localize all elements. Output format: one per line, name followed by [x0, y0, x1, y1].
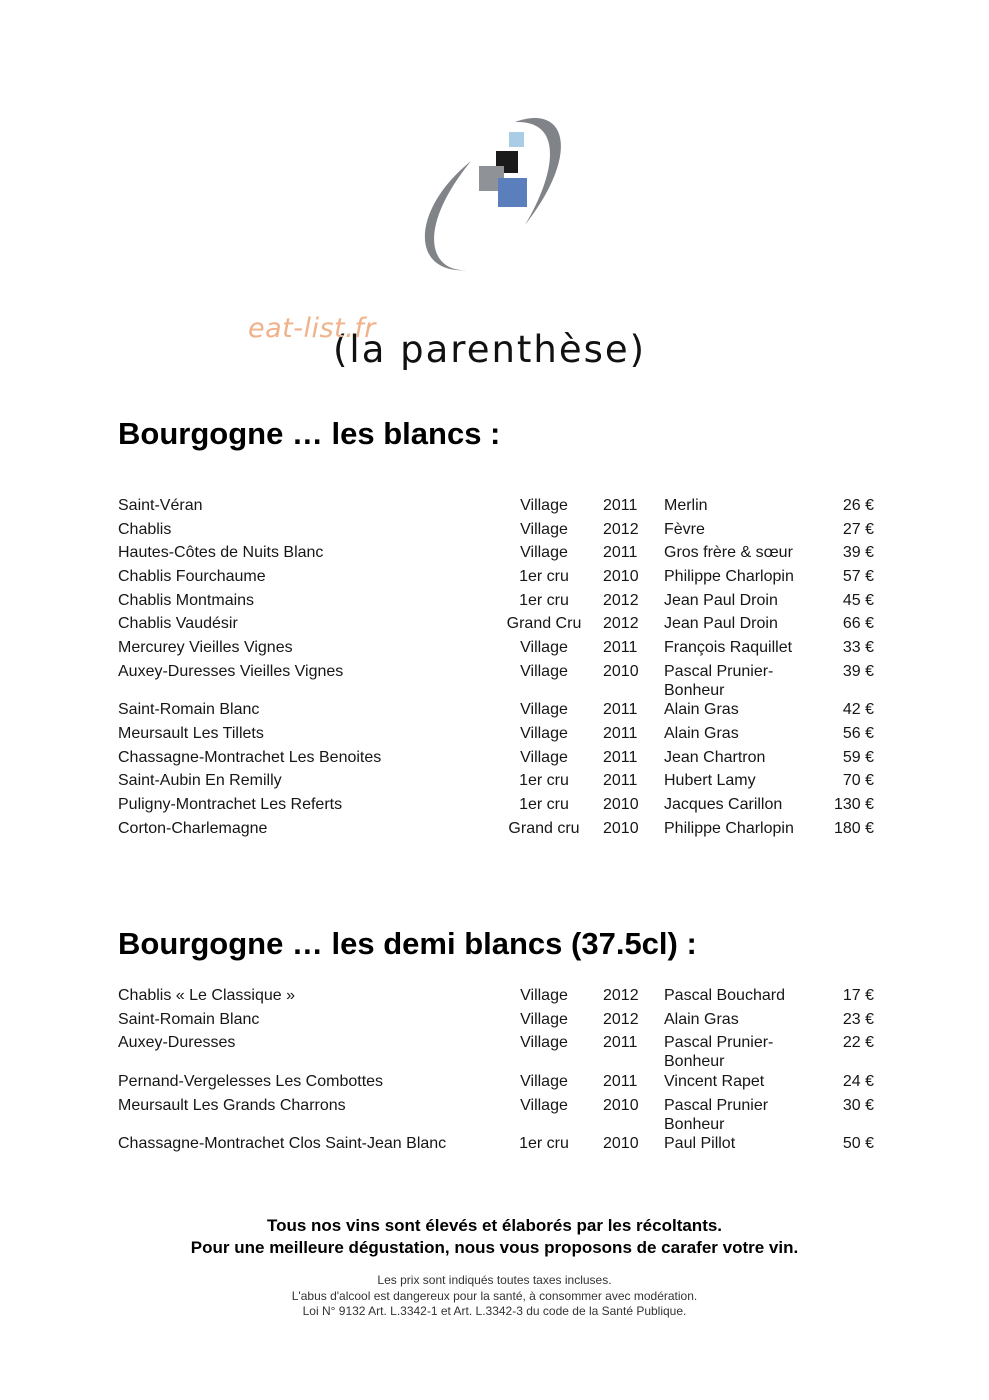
logo-square-light-blue: [509, 132, 524, 147]
wine-classification: 1er cru: [519, 796, 569, 814]
wine-row: [118, 748, 874, 772]
wine-price: 130 €: [833, 796, 874, 814]
wine-classification: 1er cru: [519, 772, 569, 790]
wine-producer: Philippe Charlopin: [664, 819, 794, 837]
wine-name: Mercurey Vieilles Vignes: [118, 639, 293, 657]
restaurant-name: (la parenthèse): [333, 328, 647, 371]
wine-row: [118, 543, 874, 567]
restaurant-logo: [405, 115, 585, 280]
wine-vintage: 2010: [603, 1135, 639, 1153]
wine-vintage: 2012: [603, 987, 639, 1004]
wine-name: Saint-Romain Blanc: [118, 701, 260, 719]
wine-vintage: 2010: [603, 1096, 639, 1114]
wine-row: [118, 496, 874, 520]
wine-row: [118, 1072, 874, 1096]
wine-price: 66 €: [842, 615, 874, 633]
wine-classification: Village: [520, 520, 568, 538]
wine-producer: Jean Chartron: [664, 748, 766, 766]
wine-classification: Village: [520, 987, 568, 1004]
wine-vintage: 2011: [603, 1072, 638, 1090]
wine-price: 33 €: [842, 639, 874, 657]
wine-producer: Pascal Prunier-Bonheur: [664, 1034, 774, 1071]
wine-producer: Paul Pillot: [664, 1135, 736, 1153]
wine-price: 57 €: [842, 568, 874, 586]
wine-classification: Village: [520, 662, 568, 680]
wine-name: Corton-Charlemagne: [118, 819, 268, 837]
wine-price: 56 €: [842, 725, 874, 742]
wine-row: [118, 771, 874, 795]
wine-name: Chablis Vaudésir: [118, 615, 238, 633]
wine-vintage: 2012: [603, 520, 639, 538]
wine-classification: Village: [520, 701, 568, 719]
wine-name: Chablis Fourchaume: [118, 568, 266, 586]
wine-producer: Pascal Prunier-Bonheur: [664, 662, 774, 699]
wine-name: Saint-Romain Blanc: [118, 1010, 260, 1028]
wine-producer: Pascal Prunier Bonheur: [664, 1096, 769, 1133]
wine-producer: Pascal Bouchard: [664, 987, 785, 1004]
section-title-blancs: Bourgogne … les blancs :: [118, 416, 501, 451]
wine-producer: Alain Gras: [664, 1010, 739, 1028]
wine-vintage: 2012: [603, 1010, 639, 1028]
wine-price: 70 €: [842, 772, 874, 790]
wine-vintage: 2012: [603, 615, 639, 633]
wine-vintage: 2010: [603, 796, 639, 814]
wine-row: [118, 567, 874, 591]
wine-row: [118, 591, 874, 615]
wine-producer: Fèvre: [664, 520, 705, 538]
wine-classification: Village: [520, 1010, 568, 1028]
wine-classification: Village: [520, 748, 568, 766]
wine-price: 59 €: [842, 748, 874, 766]
wine-producer: Vincent Rapet: [664, 1072, 765, 1090]
wine-producer: Philippe Charlopin: [664, 568, 794, 586]
wine-vintage: 2011: [603, 748, 638, 766]
wine-row: [118, 1134, 874, 1158]
logo-square-blue: [498, 178, 527, 207]
wine-classification: Village: [520, 639, 568, 657]
wine-classification: Village: [520, 725, 568, 742]
wine-producer: Gros frère & sœur: [664, 544, 793, 562]
wine-producer: François Raquillet: [664, 639, 793, 657]
footer-note-growers: Tous nos vins sont élevés et élaborés par les récoltants.: [266, 1216, 723, 1235]
wine-vintage: 2011: [603, 772, 638, 790]
wine-vintage: 2011: [603, 497, 638, 514]
legal-law-reference: Loi N° 9132 Art. L.3342-1 et Art. L.3342-3 du code de la Santé Publique.: [302, 1304, 687, 1318]
wine-producer: Jean Paul Droin: [664, 591, 778, 609]
section-title-demi-blancs: Bourgogne … les demi blancs (37.5cl) :: [118, 926, 697, 961]
legal-prices: Les prix sont indiqués toutes taxes incluses.: [377, 1273, 612, 1287]
wine-price: 17 €: [842, 987, 874, 1004]
wine-row: [118, 819, 874, 843]
wine-price: 39 €: [842, 662, 874, 680]
wine-row: [118, 986, 874, 1010]
wine-price: 27 €: [842, 520, 874, 538]
wine-vintage: 2011: [603, 725, 638, 742]
wine-producer: Jacques Carillon: [664, 796, 783, 814]
wine-name: Saint-Véran: [118, 497, 203, 514]
wine-producer: Merlin: [664, 497, 708, 514]
wine-producer: Hubert Lamy: [664, 772, 756, 790]
wine-classification: 1er cru: [519, 1135, 569, 1153]
wine-classification: Village: [520, 497, 568, 514]
wine-classification: Grand cru: [508, 819, 580, 837]
wine-price: 30 €: [842, 1096, 874, 1114]
wine-price: 42 €: [842, 701, 874, 719]
wine-price: 24 €: [842, 1072, 874, 1090]
wine-name: Meursault Les Grands Charrons: [118, 1096, 346, 1114]
wine-vintage: 2011: [603, 544, 638, 562]
wine-row: [118, 614, 874, 638]
wine-price: 50 €: [842, 1135, 874, 1153]
wine-name: Saint-Aubin En Remilly: [118, 772, 282, 790]
wine-price: 23 €: [842, 1010, 874, 1028]
wine-price: 26 €: [842, 497, 874, 514]
wine-name: Chablis Montmains: [118, 591, 255, 609]
legal-alcohol-warning: L'abus d'alcool est dangereux pour la santé, à consommer avec modération.: [291, 1289, 698, 1303]
wine-vintage: 2010: [603, 662, 639, 680]
wine-list-demi-blancs: [118, 986, 874, 1158]
wine-classification: Village: [520, 1096, 568, 1114]
wine-producer: Alain Gras: [664, 725, 739, 742]
wine-row: [118, 520, 874, 544]
wine-name: Puligny-Montrachet Les Referts: [118, 796, 343, 814]
wine-price: 22 €: [842, 1034, 874, 1052]
wine-price: 39 €: [842, 544, 874, 562]
wine-name: Auxey-Duresses: [118, 1034, 236, 1052]
wine-row: [118, 795, 874, 819]
wine-price: 45 €: [842, 591, 874, 609]
wine-name: Auxey-Duresses Vieilles Vignes: [118, 662, 344, 680]
wine-vintage: 2011: [603, 701, 638, 719]
wine-name: Chassagne-Montrachet Clos Saint-Jean Blanc: [118, 1135, 447, 1153]
wine-classification: 1er cru: [519, 568, 569, 586]
wine-name: Hautes-Côtes de Nuits Blanc: [118, 544, 324, 562]
wine-classification: Village: [520, 544, 568, 562]
wine-vintage: 2010: [603, 819, 639, 837]
wine-row: [118, 700, 874, 724]
wine-classification: Village: [520, 1034, 568, 1052]
wine-vintage: 2011: [603, 1034, 638, 1052]
wine-name: Chablis « Le Classique »: [118, 987, 295, 1004]
wine-vintage: 2011: [603, 639, 638, 657]
footer-note-decant: Pour une meilleure dégustation, nous vous proposons de carafer votre vin.: [190, 1238, 799, 1257]
wine-row: [118, 1096, 874, 1135]
wine-name: Chassagne-Montrachet Les Benoites: [118, 748, 382, 766]
wine-row: [118, 662, 874, 701]
wine-row: [118, 724, 874, 748]
wine-classification: Village: [520, 1072, 568, 1090]
watermark: eat-list.fr: [248, 313, 376, 344]
wine-row: [118, 1010, 874, 1034]
wine-price: 180 €: [833, 819, 874, 837]
wine-name: Meursault Les Tillets: [118, 725, 264, 742]
logo-arc-left: [425, 161, 471, 270]
wine-producer: Jean Paul Droin: [664, 615, 778, 633]
wine-vintage: 2012: [603, 591, 639, 609]
wine-list-blancs: [118, 496, 874, 842]
wine-classification: Grand Cru: [506, 615, 582, 633]
wine-name: Pernand-Vergelesses Les Combottes: [118, 1072, 384, 1090]
wine-row: [118, 1033, 874, 1072]
wine-name: Chablis: [118, 520, 172, 538]
wine-classification: 1er cru: [519, 591, 569, 609]
wine-producer: Alain Gras: [664, 701, 739, 719]
wine-row: [118, 638, 874, 662]
wine-vintage: 2010: [603, 568, 639, 586]
